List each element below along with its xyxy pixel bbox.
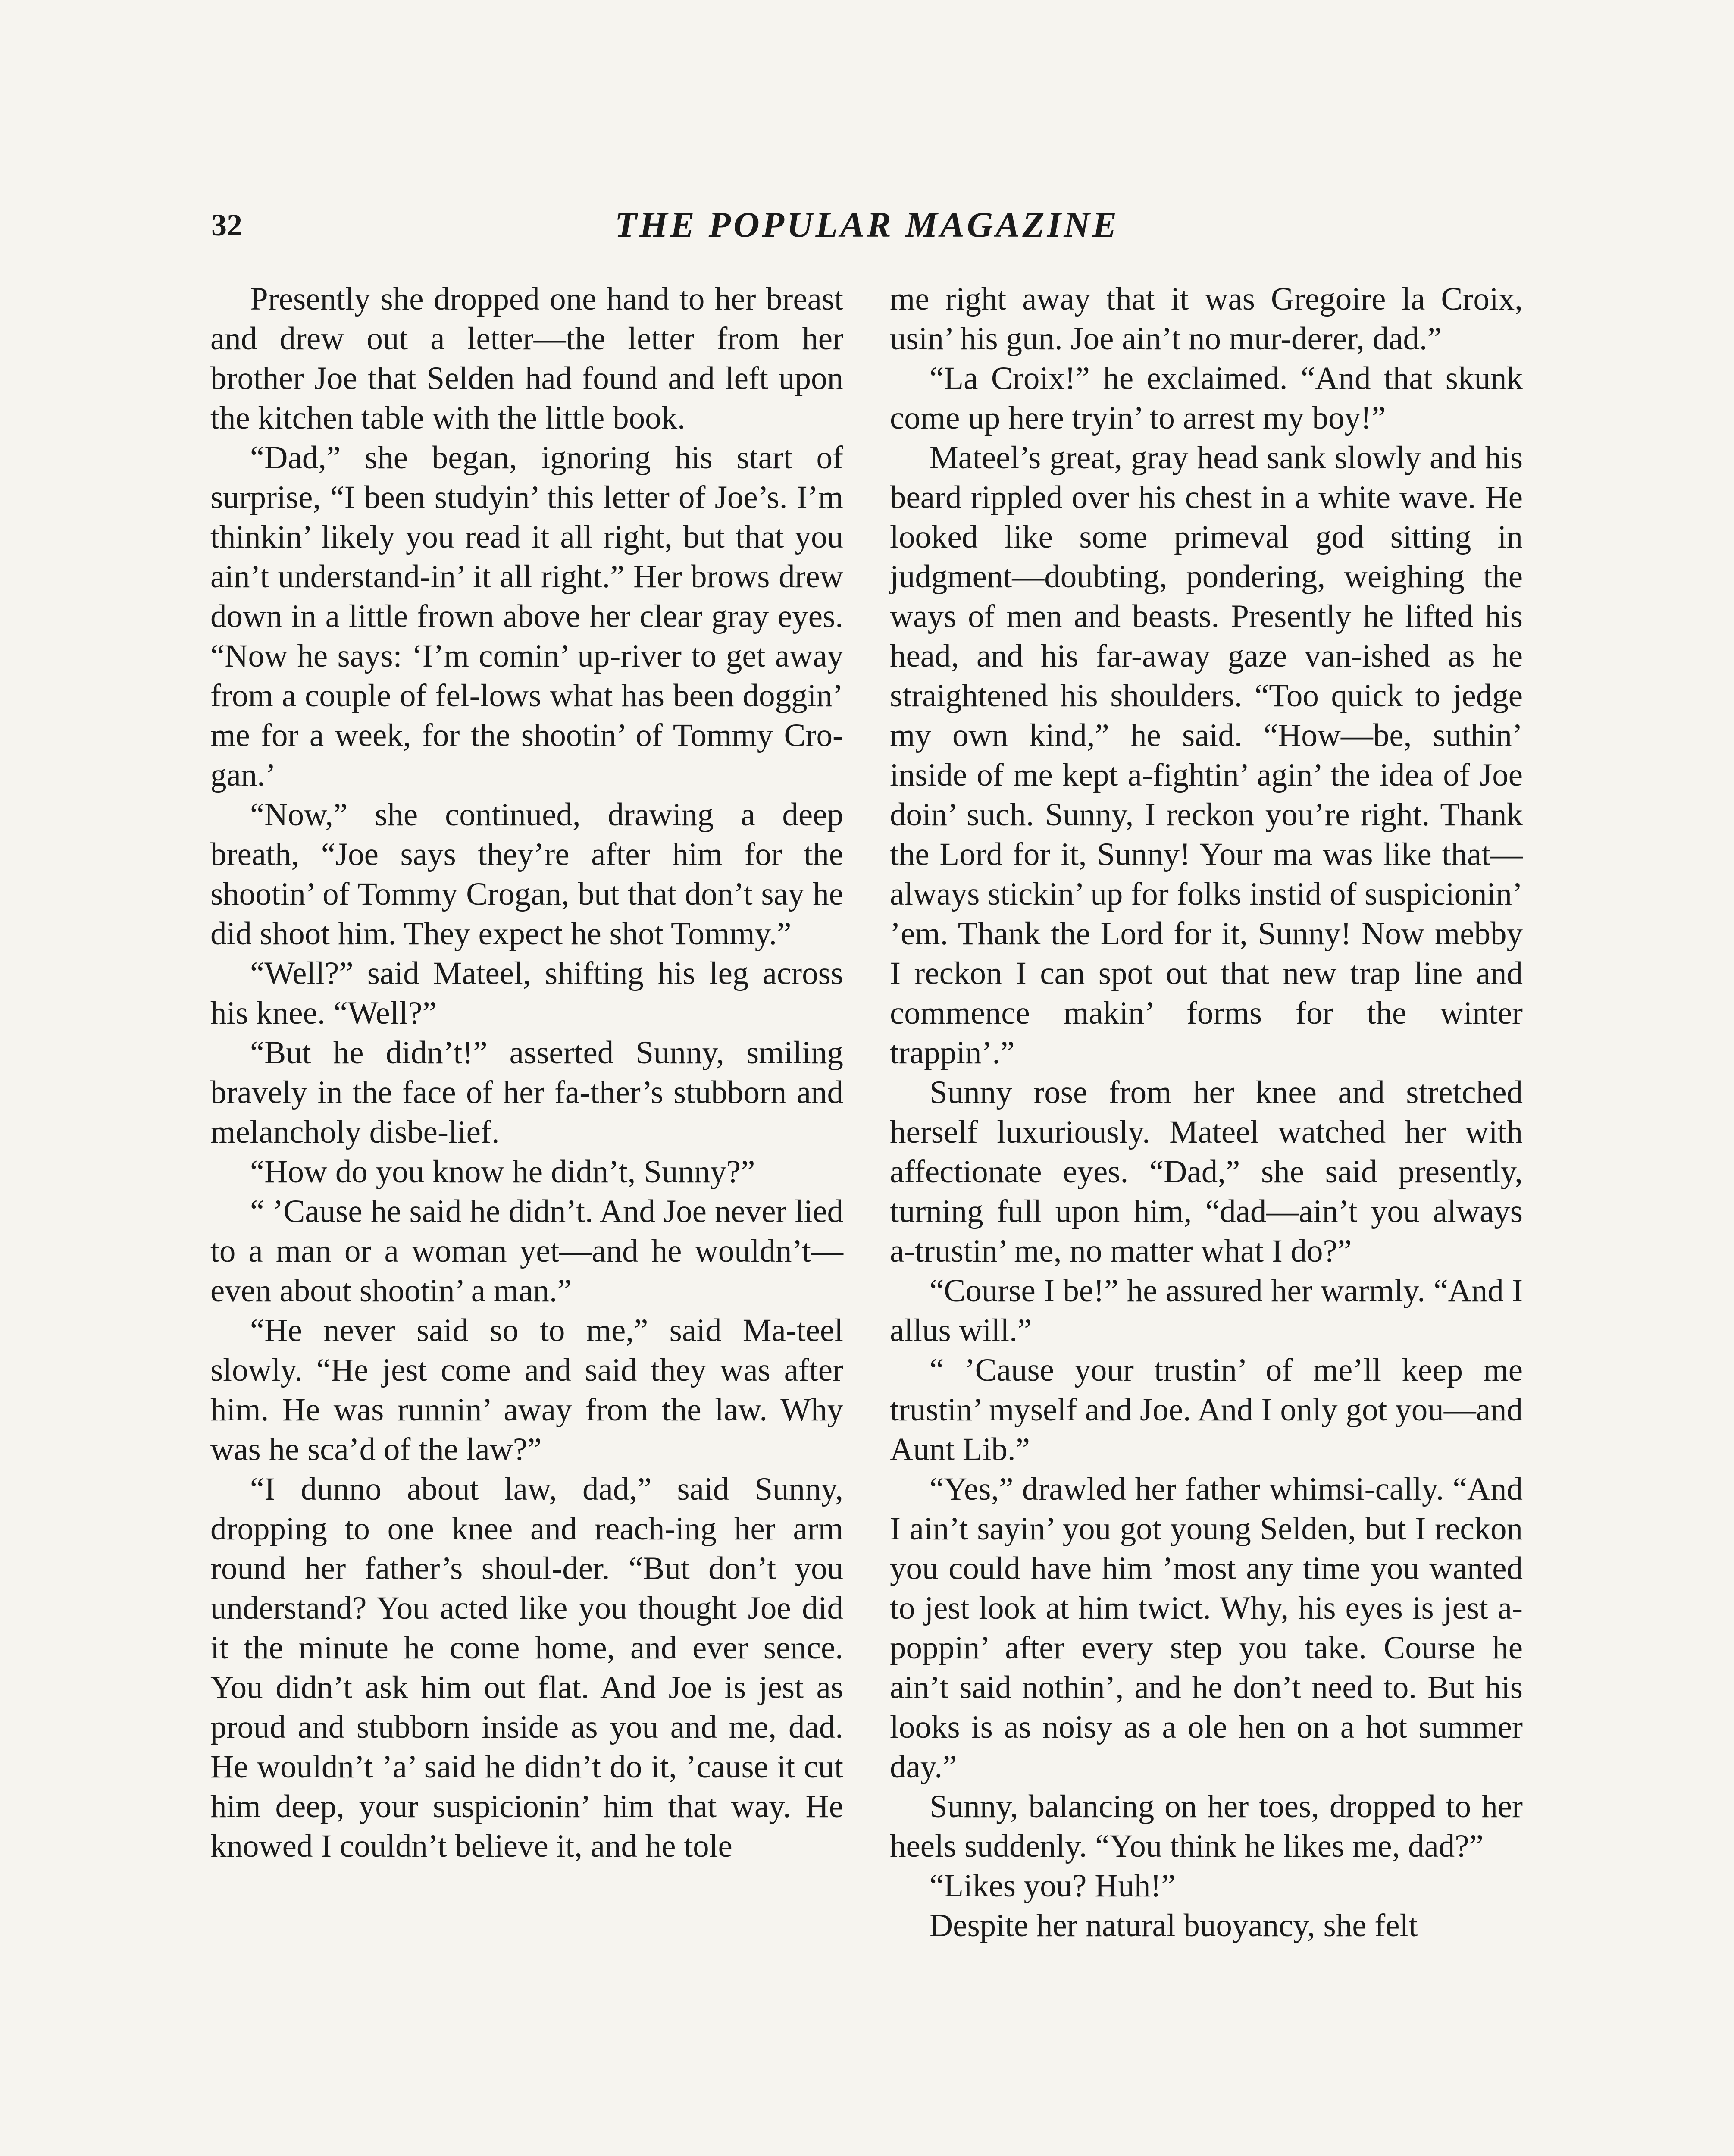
paragraph: “How do you know he didn’t, Sunny?” [250,1154,755,1190]
paragraph: “Now,” she continued, drawing a deep breath, “Joe says they’re after him for the shootin’ of Tommy Crogan, but that don’t say he did shoot him. They expect he shot Tommy.” [210,797,843,952]
paragraph: Mateel’s great, gray head sank slowly and his beard rippled over his chest in a white wave. He looked like some primeval god sitting in judgment—doubting, pondering, weighing the ways of men and beasts. Presently he lifted his head, and his far-away gaze van-ished as he straightened his shoulders. “Too quick to jedge my own kind,” he said. “How—be, suthin’ inside of me kept a-fightin’ agin’ the idea of Joe doin’ such. Sunny, I reckon you’re right. Thank the Lord for it, Sunny! Your ma was like that—always stickin’ up for folks instid of suspicionin’ ’em. Thank the Lord for it, Sunny! Now mebby I reckon I can spot out that new trap line and commence makin’ forms for the winter trappin’.” [890,440,1523,1071]
paragraph: “Likes you? Huh!” [930,1868,1176,1904]
paragraph: “I dunno about law, dad,” said Sunny, dropping to one knee and reach-ing her arm round her father’s shoul-der. “But don’t you understand? You acted like you thought Joe did it the minute he come home, and ever sence. You didn’t ask him out flat. And Joe is jest as proud and stubborn inside as you and me, dad. He wouldn’t ’a’ said he didn’t do it, ’cause it cut him deep, your suspicionin’ him that way. He knowed I couldn’t believe it, and he tole [210,1471,843,1864]
paragraph: “Course I be!” he assured her warmly. “And I allus will.” [890,1273,1523,1348]
paragraph: “ ’Cause your trustin’ of me’ll keep me trustin’ myself and Joe. And I only got you—and Aunt Lib.” [890,1352,1523,1467]
paragraph: Presently she dropped one hand to her breast and drew out a letter—the letter from her brother Joe that Selden had found and left upon the kitchen table with the little book. [210,281,843,436]
left-column [210,279,843,1866]
paragraph: Sunny rose from her knee and stretched herself luxuriously. Mateel watched her with affectionate eyes. “Dad,” she said presently, turning full upon him, “dad—ain’t you always a-trustin’ me, no matter what I do?” [890,1075,1523,1269]
paragraph: “But he didn’t!” asserted Sunny, smiling bravely in the face of her fa-ther’s stubborn and melancholy disbe-lief. [210,1035,843,1150]
paragraph: “Yes,” drawled her father whimsi-cally. “And I ain’t sayin’ you got young Selden, but I reckon you could have him ’most any time you wanted to jest look at him twict. Why, his eyes is jest a-poppin’ after every step you take. Course he ain’t said nothin’, and he don’t need to. But his looks is as noisy as a ole hen on a hot summer day.” [890,1471,1523,1785]
paragraph: Despite her natural buoyancy, she felt [930,1908,1418,1943]
paragraph: “Well?” said Mateel, shifting his leg across his knee. “Well?” [210,956,843,1031]
page-number: 32 [211,208,242,242]
paragraph-continued: me right away that it was Gregoire la Croix, usin’ his gun. Joe ain’t no mur-derer, dad.” [890,281,1523,357]
right-column [890,279,1523,1946]
running-title: THE POPULAR MAGAZINE [614,205,1120,245]
paragraph: “La Croix!” he exclaimed. “And that skunk come up here tryin’ to arrest my boy!” [890,360,1523,436]
paragraph: “ ’Cause he said he didn’t. And Joe never lied to a man or a woman yet—and he wouldn’t—even about shootin’ a man.” [210,1194,843,1309]
paragraph: “He never said so to me,” said Ma-teel slowly. “He jest come and said they was after him. He was runnin’ away from the law. Why was he sca’d of the law?” [210,1313,843,1467]
paragraph: “Dad,” she began, ignoring his start of surprise, “I been studyin’ this letter of Joe’s. I’m thinkin’ likely you read it all right, but that you ain’t understand-in’ it all right.” Her brows drew down in a little frown above her clear gray eyes. “Now he says: ‘I’m comin’ up-river to get away from a couple of fel-lows what has been doggin’ me for a week, for the shootin’ of Tommy Cro-gan.’ [210,440,843,793]
paragraph: Sunny, balancing on her toes, dropped to her heels suddenly. “You think he likes me, dad?” [890,1789,1523,1864]
